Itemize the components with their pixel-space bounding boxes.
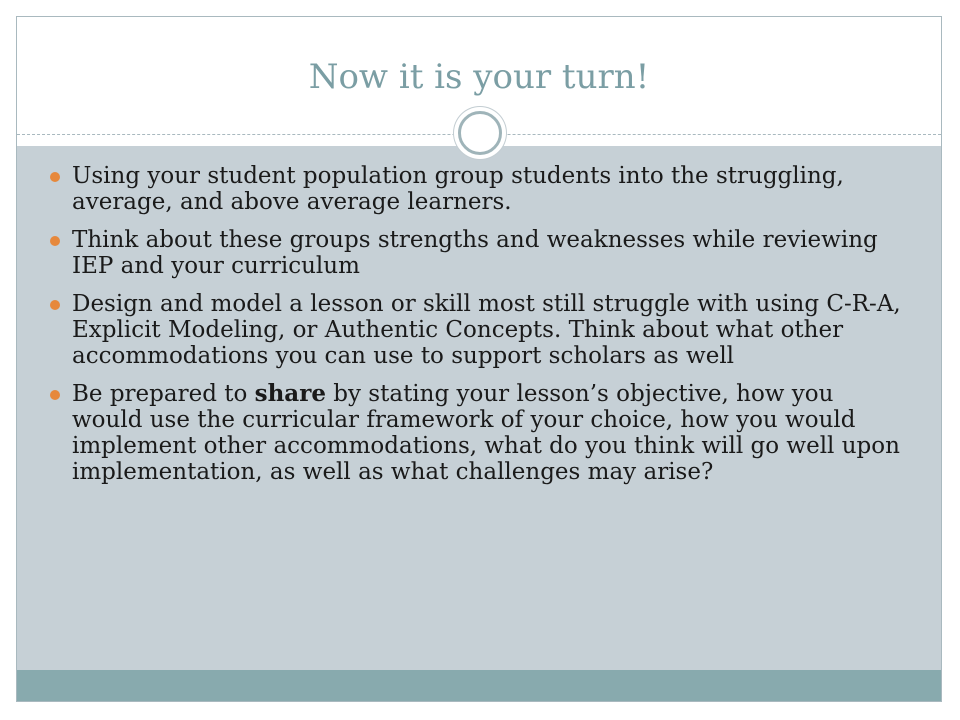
bullet-dot-icon (50, 390, 60, 400)
footer-bar (17, 670, 941, 701)
bullet-text (72, 381, 900, 485)
bullet-text-emphasis: share (254, 380, 326, 407)
bullet-item (50, 291, 910, 369)
bullet-item (50, 163, 910, 215)
bullet-item (50, 381, 910, 485)
bullet-text-before: Be prepared to (72, 381, 255, 407)
bullet-dot-icon (50, 172, 60, 182)
bullet-dot-icon (50, 236, 60, 246)
bullet-dot-icon (50, 300, 60, 310)
slide-title: Now it is your turn! (308, 57, 650, 97)
bullet-text: Design and model a lesson or skill most still struggle with using C-R-A, Explicit Modeling, or Authentic Concepts. Think about what other accommodations you can use to support scholars as well (72, 291, 901, 369)
bullet-text-after: by stating your lesson’s objective, how you would use the curricular framework of your choice, how you would implement other accommodations, what do you think will go well upon implementation, as well as what challenges may arise? (72, 381, 900, 485)
circle-ornament-inner (458, 111, 502, 155)
bullet-item (50, 227, 910, 279)
circle-ornament-icon (454, 107, 506, 159)
bullet-text: Think about these groups strengths and weaknesses while reviewing IEP and your curriculum (72, 227, 878, 279)
bullet-text: Using your student population group students into the struggling, average, and above average learners. (72, 163, 844, 215)
bullet-list (50, 163, 910, 497)
